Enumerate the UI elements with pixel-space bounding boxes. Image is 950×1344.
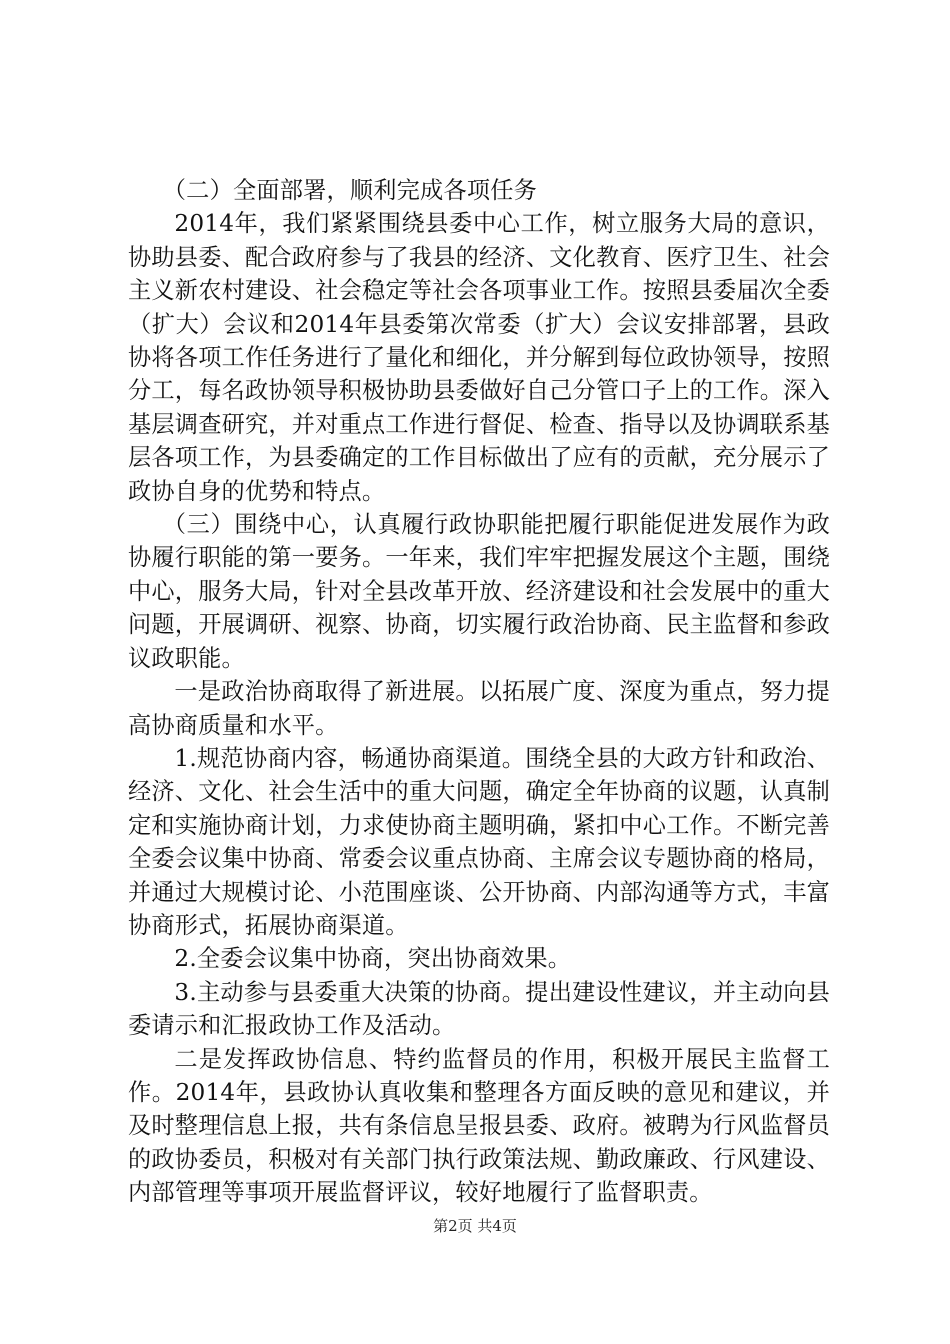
numbered-item-3: 3.主动参与县委重大决策的协商。提出建设性建议，并主动向县委请示和汇报政协工作及活动。 bbox=[128, 978, 830, 1040]
section-heading-2: （二）全面部署，顺利完成各项任务 bbox=[162, 177, 537, 204]
body-paragraph: 二是发挥政协信息、特约监督员的作用，积极开展民主监督工作。2014年，县政协认真收集和整理各方面反映的意见和建议，并及时整理信息上报，共有条信息呈报县委、政府。被聘为行风监督员的政协委员，积极对有关部门执行政策法规、勤政廉政、行风建设、内部管理等事项开展监督评议，较好地履行了监督职责。 bbox=[128, 1045, 830, 1207]
numbered-item-1: 1.规范协商内容，畅通协商渠道。围绕全县的大政方针和政治、经济、文化、社会生活中的重大问题，确定全年协商的议题，认真制定和实施协商计划，力求使协商主题明确，紧扣中心工作。不断完善全委会议集中协商、常委会议重点协商、主席会议专题协商的格局，并通过大规模讨论、小范围座谈、公开协商、内部沟通等方式，丰富协商形式，拓展协商渠道。 bbox=[128, 744, 830, 939]
section-heading-3: （三）围绕中心，认真履行政协职能把履行职能促进发展作为政协履行职能的第一要务。一年来，我们牢牢把握发展这个主题，围绕中心，服务大局，针对全县改革开放、经济建设和社会发展中的重大问题，开展调研、视察、协商，切实履行政治协商、民主监督和参政议政职能。 bbox=[128, 511, 830, 672]
body-paragraph: 2014年，我们紧紧围绕县委中心工作，树立服务大局的意识，协助县委、配合政府参与了我县的经济、文化教育、医疗卫生、社会主义新农村建设、社会稳定等社会各项事业工作。按照县委届次全委（扩大）会议和2014年县委第次常委（扩大）会议安排部署，县政协将各项工作任务进行了量化和细化，并分解到每位政协领导，按照分工，每名政协领导积极协助县委做好自己分管口子上的工作。深入基层调查研究，并对重点工作进行督促、检查、指导以及协调联系基层各项工作，为县委确定的工作目标做出了应有的贡献，充分展示了政协自身的优势和特点。 bbox=[128, 210, 830, 505]
document-body bbox=[128, 174, 830, 1210]
page-number-footer: 第2页 共4页 bbox=[433, 1217, 517, 1235]
numbered-item-2: 2.全委会议集中协商，突出协商效果。 bbox=[174, 945, 572, 973]
body-paragraph: 一是政治协商取得了新进展。以拓展广度、深度为重点，努力提高协商质量和水平。 bbox=[128, 678, 830, 739]
